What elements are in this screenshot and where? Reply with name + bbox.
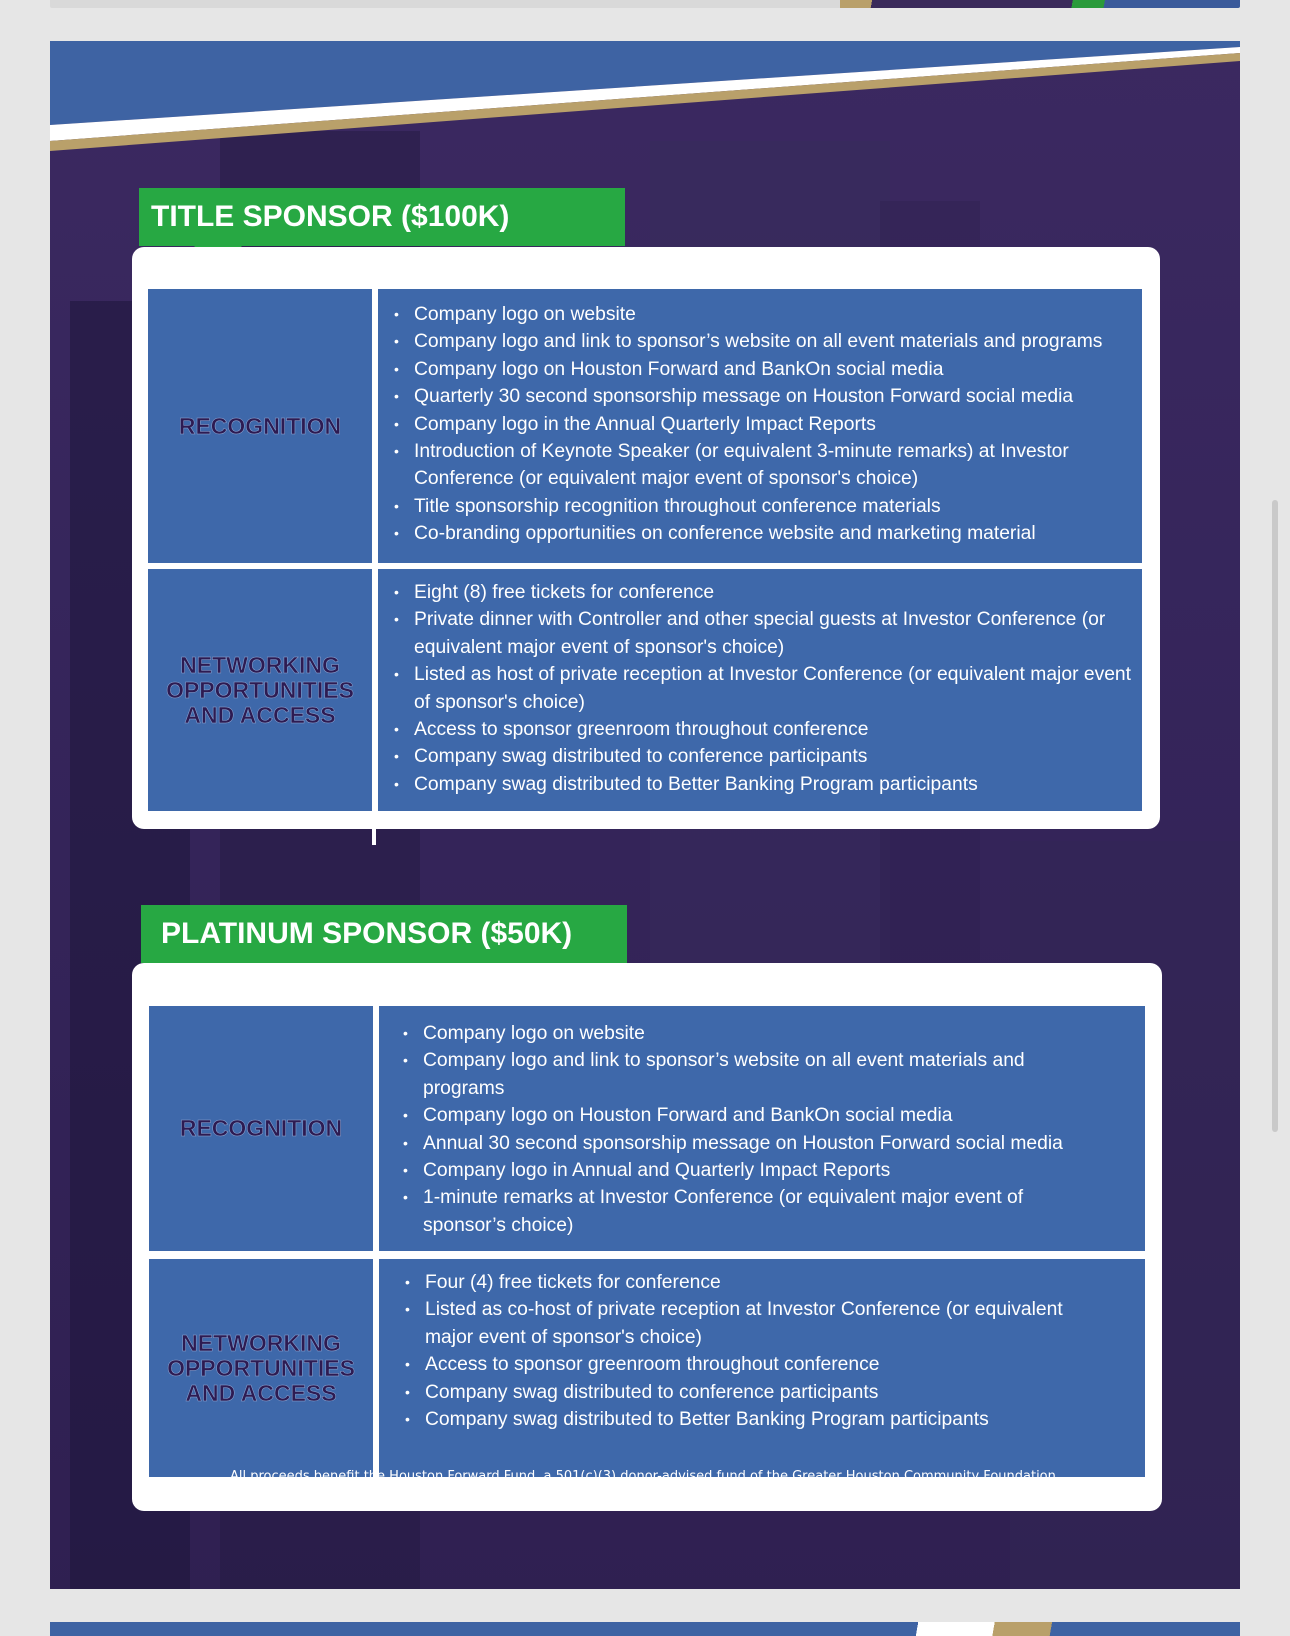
platinum-sponsor-card: [132, 963, 1162, 1511]
benefit-item: • Company swag distributed to conference participants: [389, 1379, 1105, 1406]
benefit-item: • Listed as co-host of private reception at Investor Conference (or equivalent major event of sponsor's choice): [389, 1296, 1105, 1351]
recognition-benefits: [378, 289, 1142, 563]
platinum-sponsor-heading: PLATINUM SPONSOR ($50K): [141, 905, 627, 963]
networking-category: [149, 1259, 373, 1477]
benefit-item: • Company swag distributed to conference participants: [378, 743, 1142, 770]
benefit-item: • Company swag distributed to Better Banking Program participants: [378, 771, 1142, 798]
benefit-item: • Eight (8) free tickets for conference: [378, 579, 1142, 606]
benefit-item: • Company logo on website: [378, 301, 1142, 328]
benefit-item: • Quarterly 30 second sponsorship message on Houston Forward social media: [378, 383, 1142, 410]
divider-line: [372, 829, 376, 845]
benefit-item: • Annual 30 second sponsorship message on Houston Forward social media: [387, 1130, 1085, 1157]
networking-benefits: [378, 569, 1142, 811]
benefit-item: • Company logo in the Annual Quarterly Impact Reports: [378, 411, 1142, 438]
footer-line: For more information, visit www.houstonfwd.org.: [486, 1488, 804, 1503]
benefit-item: • Company logo in Annual and Quarterly Impact Reports: [387, 1157, 1085, 1184]
previous-page-edge: [50, 0, 1240, 8]
benefit-item: • Company swag distributed to Better Banking Program participants: [389, 1406, 1105, 1433]
benefit-item: • Listed as host of private reception at Investor Conference (or equivalent major event of sponsor's choice): [378, 661, 1142, 716]
title-sponsor-heading: TITLE SPONSOR ($100K): [139, 188, 625, 246]
scrollbar[interactable]: [1272, 500, 1278, 1132]
benefit-item: • Four (4) free tickets for conference: [389, 1269, 1105, 1296]
benefit-item: • Co-branding opportunities on conference website and marketing material: [378, 520, 1142, 547]
benefit-item: • 1-minute remarks at Investor Conference (or equivalent major event of sponsor’s choice): [387, 1184, 1085, 1239]
benefit-item: • Title sponsorship recognition throughout conference materials: [378, 493, 1142, 520]
benefit-item: • Company logo and link to sponsor’s website on all event materials and programs: [387, 1047, 1085, 1102]
category-label: RECOGNITION: [179, 1115, 343, 1141]
footer-note: [50, 1467, 1240, 1505]
category-label: RECOGNITION: [178, 412, 342, 439]
benefit-item: • Company logo on Houston Forward and BankOn social media: [387, 1102, 1085, 1129]
benefit-item: • Private dinner with Controller and other special guests at Investor Conference (or equivalent major event of sponsor's choice): [378, 606, 1142, 661]
category-label: NETWORKING OPPORTUNITIES AND ACCESS: [166, 651, 354, 728]
title-sponsor-card: [132, 247, 1160, 829]
benefit-item: • Company logo on Houston Forward and BankOn social media: [378, 356, 1142, 383]
category-label: NETWORKING OPPORTUNITIES AND ACCESS: [167, 1329, 355, 1406]
recognition-benefits: [379, 1006, 1145, 1251]
networking-category: [148, 569, 372, 811]
recognition-category: [149, 1006, 373, 1251]
benefit-item: • Access to sponsor greenroom throughout conference: [378, 716, 1142, 743]
recognition-category: [148, 289, 372, 563]
benefit-item: • Introduction of Keynote Speaker (or equivalent 3-minute remarks) at Investor Conference (or equivalent major event of sponsor's choice): [378, 438, 1142, 493]
benefit-item: • Company logo and link to sponsor’s website on all event materials and programs: [378, 328, 1142, 355]
benefit-item: • Company logo on website: [387, 1020, 1085, 1047]
footer-line: All proceeds benefit the Houston Forward Fund, a 501(c)(3) donor-advised fund of the Greater Houston Community Foundation.: [229, 1469, 1061, 1484]
networking-benefits: [379, 1259, 1145, 1477]
header-swoosh: [50, 41, 1240, 151]
benefit-item: • Access to sponsor greenroom throughout conference: [389, 1351, 1105, 1378]
sponsorship-page: [50, 41, 1240, 1589]
